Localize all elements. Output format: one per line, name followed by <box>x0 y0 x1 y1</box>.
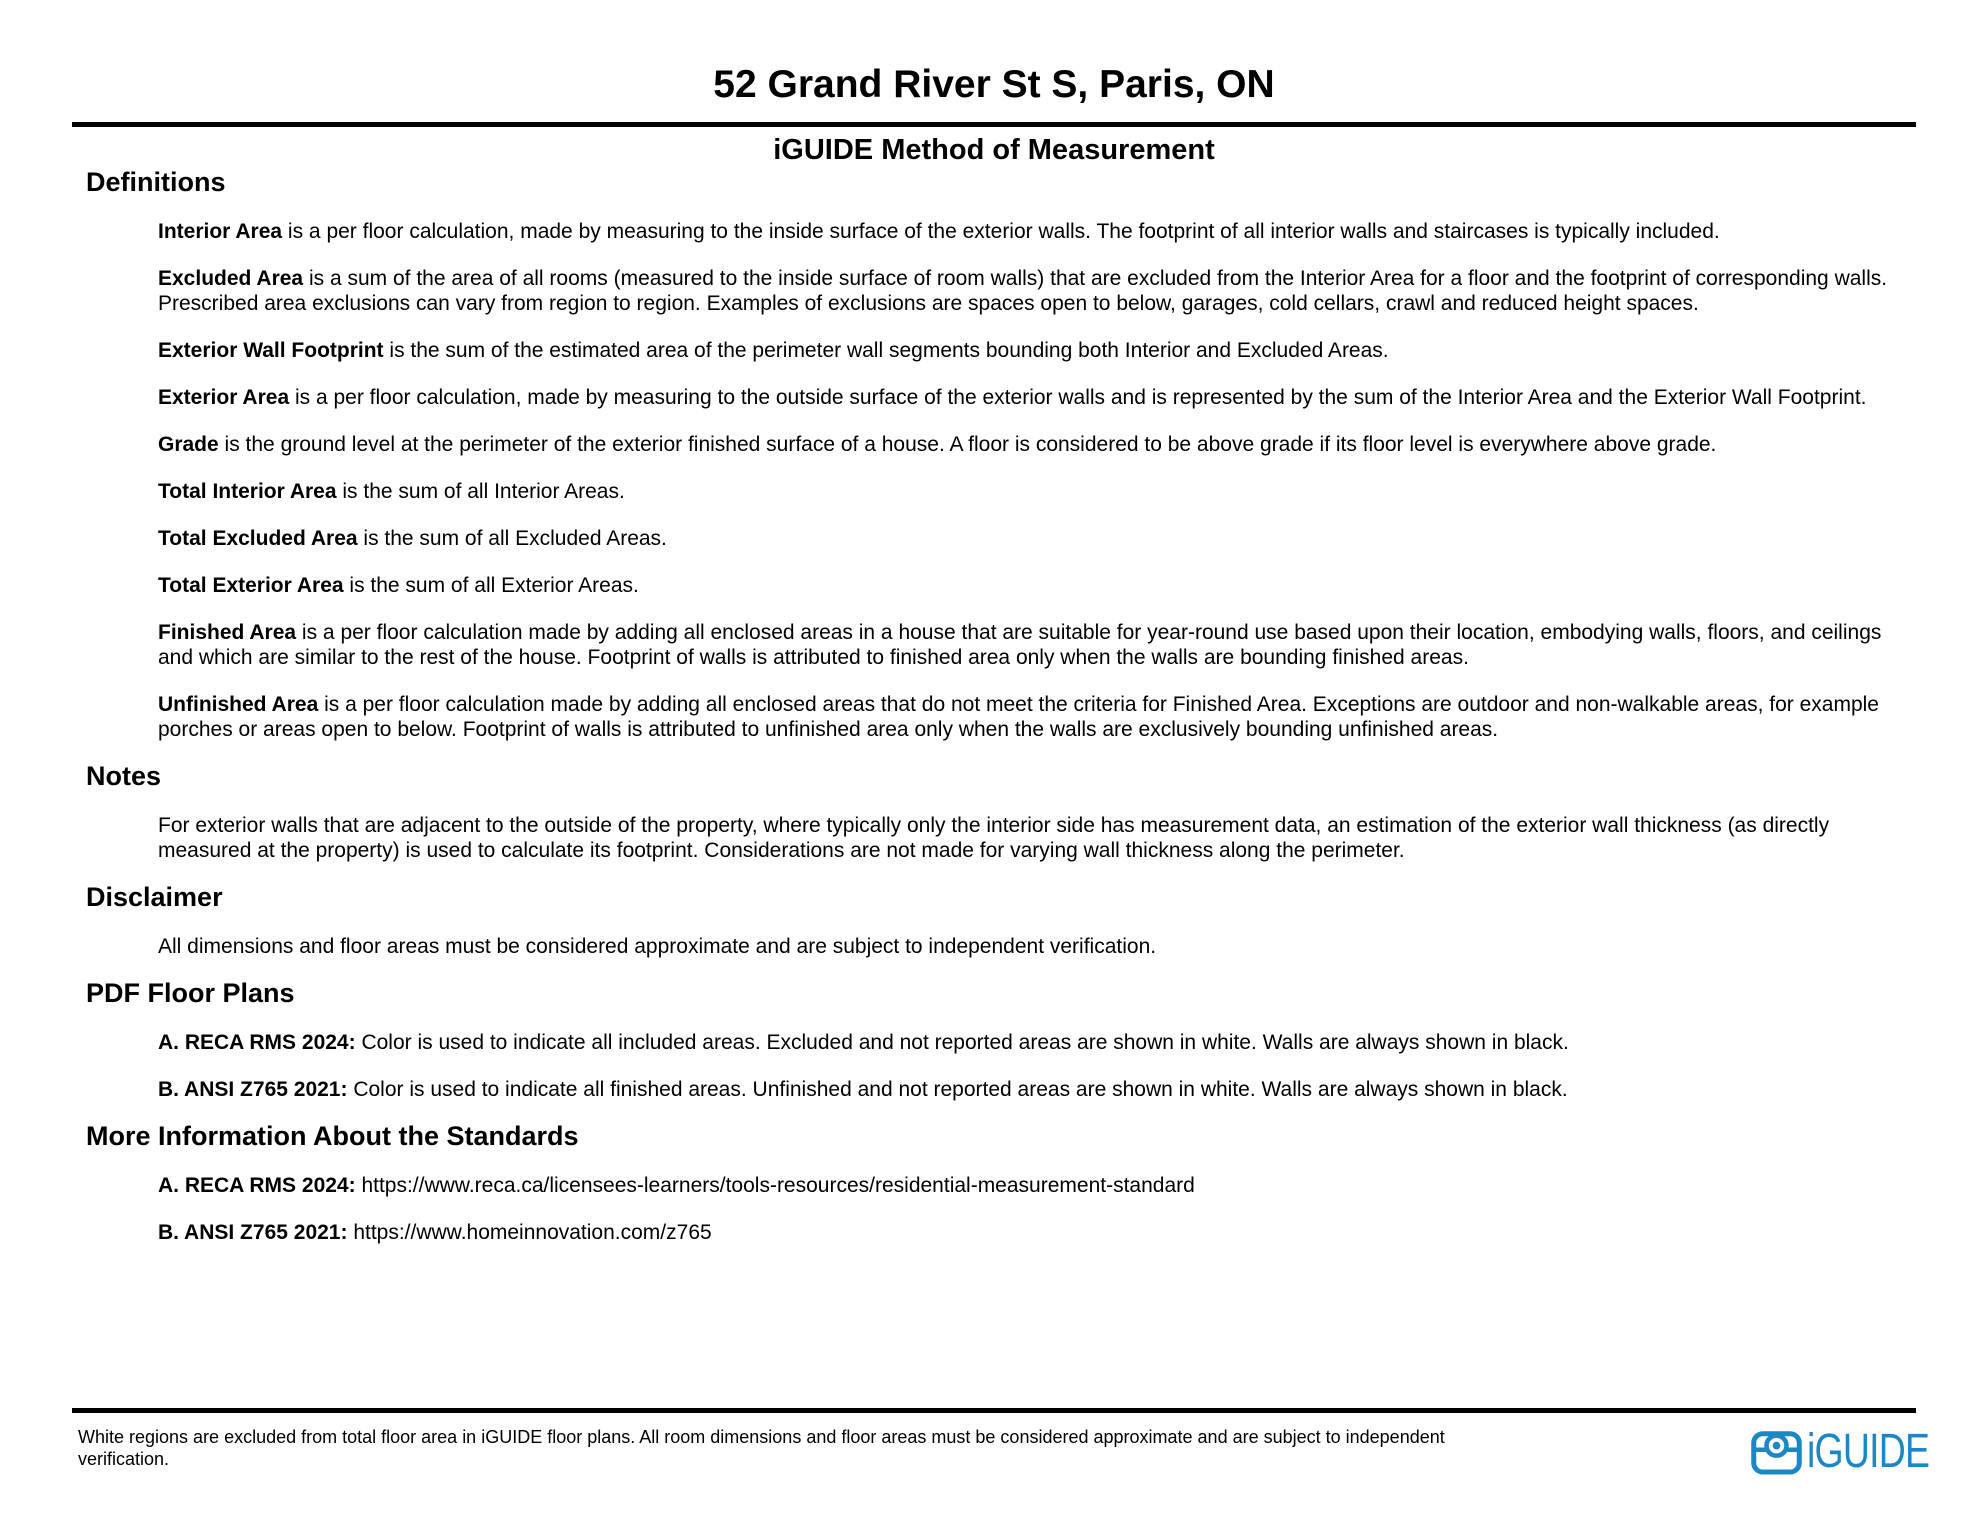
definition-term: Excluded Area <box>158 267 304 290</box>
more-info-reca-item <box>158 1173 1912 1198</box>
definition-text: is the sum of the estimated area of the perimeter wall segments bounding both Interior and Excluded Areas. <box>383 339 1389 362</box>
definition-total-exterior-area <box>158 573 1912 598</box>
section-heading-pdf-floor-plans: PDF Floor Plans <box>86 978 295 1008</box>
standard-label: A. RECA RMS 2024: <box>158 1031 356 1054</box>
standard-label: B. ANSI Z765 2021: <box>158 1078 348 1101</box>
definition-text: is a sum of the area of all rooms (measured to the inside surface of room walls) that are excluded from the Interior Area for a floor and the footprint of corresponding walls. Prescribed area exclusions can vary from region to region. Examples of exclusions are spaces open to below, garages, cold cellars, crawl and reduced height spaces. <box>158 267 1888 315</box>
definition-term: Finished Area <box>158 621 297 644</box>
definition-term: Grade <box>158 433 219 456</box>
definition-grade <box>158 432 1912 457</box>
definition-text: is a per floor calculation made by adding all enclosed areas that do not meet the criteria for Finished Area. Exceptions are outdoor and non-walkable areas, for example porches or areas open to below. Footprint of walls is attributed to unfinished area only when the walls are exclusively bounding unfinished areas. <box>158 693 1879 741</box>
more-info-ansi-item <box>158 1220 1912 1245</box>
pdf-floor-plans-ansi-item <box>158 1077 1912 1102</box>
iguide-wordmark-wrap <box>1807 1425 1930 1478</box>
standard-description: Color is used to indicate all included areas. Excluded and not reported areas are shown in white. Walls are always shown in black. <box>355 1031 1569 1054</box>
pdf-floor-plans-reca-item <box>158 1030 1912 1055</box>
standard-label: A. RECA RMS 2024: <box>158 1174 356 1197</box>
ansi-standard-link[interactable]: https://www.homeinnovation.com/z765 <box>347 1221 712 1244</box>
disclaimer-paragraph: All dimensions and floor areas must be considered approximate and are subject to independent verification. <box>158 935 1157 958</box>
definition-text: is a per floor calculation, made by measuring to the inside surface of the exterior walls. The footprint of all interior walls and staircases is typically included. <box>282 220 1720 243</box>
definition-exterior-area <box>158 385 1912 410</box>
definition-text: is a per floor calculation made by adding all enclosed areas in a house that are suitable for year-round use based upon their location, embodying walls, floors, and ceilings and which are similar to the rest of the house. Footprint of walls is attributed to finished area only when the walls are bounding finished areas. <box>158 621 1882 669</box>
definition-interior-area <box>158 219 1912 244</box>
page-title: 52 Grand River St S, Paris, ON <box>713 63 1275 106</box>
definition-term: Interior Area <box>158 220 283 243</box>
definition-text: is the sum of all Interior Areas. <box>336 480 625 503</box>
reca-standard-link[interactable]: https://www.reca.ca/licensees-learners/tools-resources/residential-measurement-standard <box>355 1174 1195 1197</box>
definition-text: is the sum of all Exterior Areas. <box>343 574 639 597</box>
definition-term: Exterior Area <box>158 386 290 409</box>
definition-total-interior-area <box>158 479 1912 504</box>
iguide-logo <box>1751 1425 1930 1478</box>
footer-disclaimer-text: White regions are excluded from total floor area in iGUIDE floor plans. All room dimensions and floor areas must be considered approximate and are subject to independent verification. <box>78 1427 1445 1469</box>
notes-paragraph: For exterior walls that are adjacent to the outside of the property, where typically only the interior side has measurement data, an estimation of the exterior wall thickness (as directly measured at the property) is used to calculate its footprint. Considerations are not made for varying wall thickness along the perimeter. <box>158 814 1830 862</box>
page-subtitle: iGUIDE Method of Measurement <box>773 134 1215 166</box>
definition-exterior-wall-footprint <box>158 338 1912 363</box>
standard-description: Color is used to indicate all finished areas. Unfinished and not reported areas are shown in white. Walls are always shown in black. <box>347 1078 1568 1101</box>
section-heading-definitions: Definitions <box>86 167 226 197</box>
definition-term: Unfinished Area <box>158 693 319 716</box>
definition-unfinished-area <box>158 692 1912 742</box>
definition-text: is a per floor calculation, made by measuring to the outside surface of the exterior walls and is represented by the sum of the Interior Area and the Exterior Wall Footprint. <box>289 386 1867 409</box>
section-heading-notes: Notes <box>86 761 162 791</box>
definition-term: Total Interior Area <box>158 480 337 503</box>
header-divider <box>72 122 1916 127</box>
definition-term: Total Exterior Area <box>158 574 344 597</box>
definition-term: Total Excluded Area <box>158 527 358 550</box>
iguide-camera-icon <box>1751 1429 1802 1475</box>
section-heading-more-information: More Information About the Standards <box>86 1121 579 1151</box>
footer-divider <box>72 1408 1916 1413</box>
section-heading-disclaimer: Disclaimer <box>86 882 223 912</box>
definition-finished-area <box>158 620 1912 670</box>
definition-term: Exterior Wall Footprint <box>158 339 384 362</box>
definition-text: is the sum of all Excluded Areas. <box>357 527 667 550</box>
standard-label: B. ANSI Z765 2021: <box>158 1221 348 1244</box>
definition-total-excluded-area <box>158 526 1912 551</box>
definition-text: is the ground level at the perimeter of the exterior finished surface of a house. A floor is considered to be above grade if its floor level is everywhere above grade. <box>218 433 1717 456</box>
iguide-wordmark: iGUIDE <box>1807 1425 1930 1478</box>
definition-excluded-area <box>158 266 1912 316</box>
